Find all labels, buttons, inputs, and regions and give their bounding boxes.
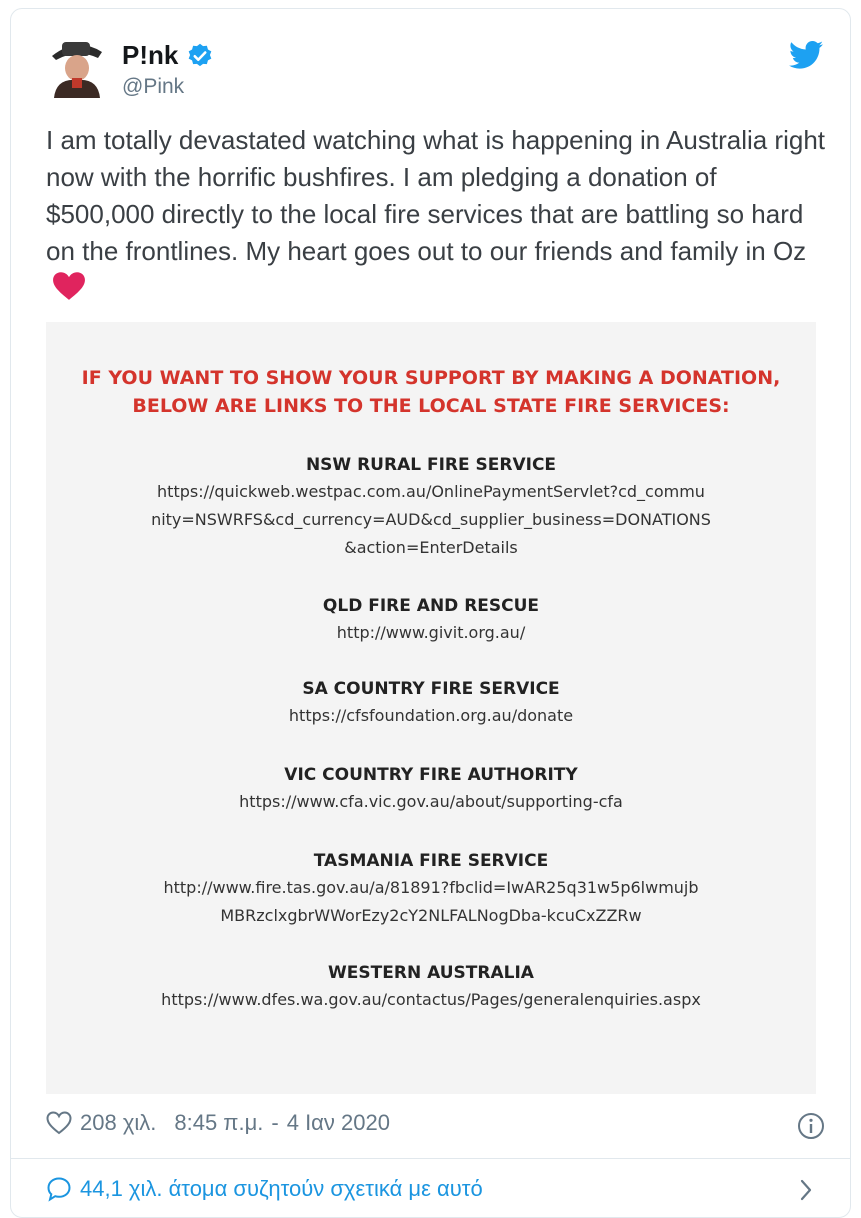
- service-link-line: https://www.dfes.wa.gov.au/contactus/Pages/generalenquiries.aspx: [161, 990, 701, 1009]
- image-header-line-1: IF YOU WANT TO SHOW YOUR SUPPORT BY MAKING A DONATION,: [81, 367, 781, 389]
- like-heart-icon[interactable]: [46, 1111, 72, 1135]
- user-handle[interactable]: @Pink: [122, 75, 185, 98]
- tweet-date[interactable]: 4 Ιαν 2020: [286, 1110, 390, 1135]
- service-name: WESTERN AUSTRALIA: [328, 963, 534, 983]
- discussion-text[interactable]: 44,1 χιλ. άτομα συζητούν σχετικά με αυτό: [80, 1176, 483, 1201]
- display-name[interactable]: [122, 40, 214, 71]
- avatar[interactable]: [42, 30, 112, 100]
- image-header: [46, 364, 816, 420]
- meta-separator: -: [271, 1110, 279, 1135]
- service-link-line: &action=EnterDetails: [344, 538, 518, 557]
- service-name: TASMANIA FIRE SERVICE: [313, 851, 549, 871]
- service-link-line: https://www.cfa.vic.gov.au/about/supporting-cfa: [239, 792, 623, 811]
- verified-badge-icon: [186, 42, 214, 70]
- service-link-line: nity=NSWRFS&cd_currency=AUD&cd_supplier_business=DONATIONS: [151, 510, 711, 529]
- service-link-line: https://quickweb.westpac.com.au/OnlinePaymentServlet?cd_commu: [157, 482, 705, 501]
- twitter-bird-icon[interactable]: [789, 40, 823, 70]
- info-icon[interactable]: [797, 1112, 825, 1140]
- heart-emoji-icon: [52, 271, 86, 301]
- service-qld: [46, 593, 816, 647]
- service-name: NSW RURAL FIRE SERVICE: [305, 455, 557, 475]
- divider: [10, 1158, 851, 1159]
- comment-bubble-icon: [46, 1176, 72, 1202]
- service-sa: [46, 676, 816, 730]
- service-nsw: [46, 452, 816, 562]
- service-tas: [46, 848, 816, 930]
- attached-image[interactable]: [46, 322, 816, 1094]
- chevron-right-icon[interactable]: [797, 1178, 815, 1202]
- service-vic: [46, 762, 816, 816]
- discussion-link[interactable]: [46, 1176, 483, 1202]
- tweet-time[interactable]: 8:45 π.μ.: [174, 1110, 264, 1135]
- service-name: VIC COUNTRY FIRE AUTHORITY: [284, 765, 578, 785]
- image-header-line-2: BELOW ARE LINKS TO THE LOCAL STATE FIRE SERVICES:: [132, 395, 730, 417]
- tweet-meta-row: [46, 1110, 390, 1136]
- service-wa: [46, 960, 816, 1014]
- service-link-line: MBRzclxgbrWWorEzy2cY2NLFALNogDba-kcuCxZZRw: [220, 906, 642, 925]
- service-link-line: https://cfsfoundation.org.au/donate: [288, 706, 574, 725]
- service-link-line: http://www.givit.org.au/: [336, 623, 526, 642]
- service-name: QLD FIRE AND RESCUE: [322, 596, 540, 616]
- tweet-text: [46, 122, 826, 307]
- service-name: SA COUNTRY FIRE SERVICE: [302, 679, 560, 699]
- like-count[interactable]: 208 χιλ.: [80, 1110, 157, 1135]
- display-name-text[interactable]: P!nk: [122, 40, 179, 70]
- service-link-line: http://www.fire.tas.gov.au/a/81891?fbclid=IwAR25q31w5p6lwmujb: [163, 878, 699, 897]
- tweet-text-body: I am totally devastated watching what is happening in Australia right now with the horrific bushfires. I am pledging a donation of $500,000 directly to the local fire services that are battling so hard on the frontlines. My heart goes out to our friends and family in Oz: [46, 125, 826, 266]
